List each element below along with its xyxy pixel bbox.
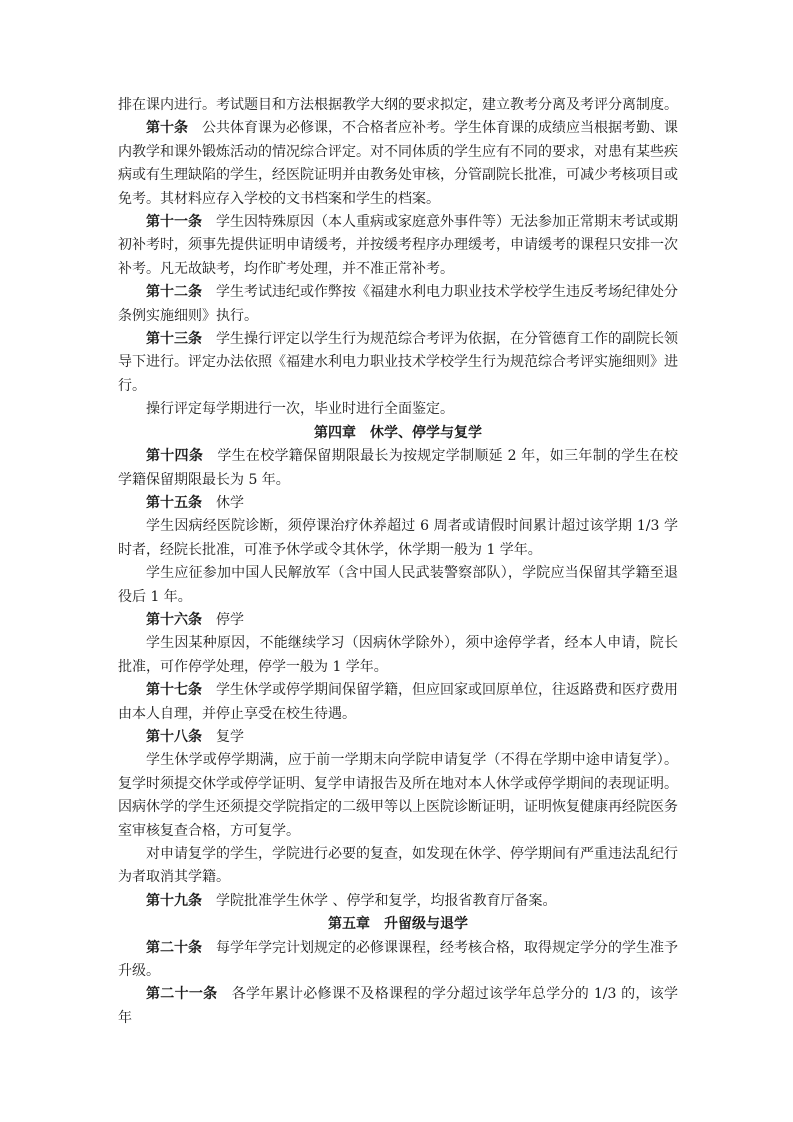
paragraph bbox=[118, 983, 678, 1030]
paragraph bbox=[118, 843, 678, 890]
article-label: 第十八条 bbox=[146, 728, 202, 745]
paragraph-text: 学生操行评定以学生行为规范综合考评为依据，在分管德育工作的副院长领导下进行。评定办法依照《福建水利电力职业技术学校学生行为规范综合考评实施细则》进行。 bbox=[118, 331, 678, 394]
paragraph bbox=[118, 562, 678, 609]
paragraph-text: 复学 bbox=[216, 728, 244, 745]
chapter-5-heading bbox=[118, 913, 678, 936]
article-label: 第十条 bbox=[146, 120, 188, 137]
paragraph-text: 休学 bbox=[216, 494, 244, 511]
paragraph-text: 学生应征参加中国人民解放军（含中国人民武装警察部队），学院应当保留其学籍至退役后 1 年。 bbox=[118, 565, 678, 605]
paragraph-text: 学生因特殊原因（本人重病或家庭意外事件等）无法参加正常期末考试或期初补考时，须事先提供证明申请缓考，并按缓考程序办理缓考，申请缓考的课程只安排一次补考。凡无故缺考，均作旷考处理，并不准正常补考。 bbox=[118, 214, 678, 277]
section-articles-20-21 bbox=[118, 937, 678, 1031]
section-articles-10-13 bbox=[118, 94, 678, 422]
paragraph bbox=[118, 679, 678, 726]
paragraph-text: 学生考试违纪或作弊按《福建水利电力职业技术学校学生违反考场纪律处分条例实施细则》执行。 bbox=[118, 284, 678, 324]
paragraph-text: 学生因病经医院诊断，须停课治疗休养超过 6 周者或请假时间累计超过该学期 1/3 学时者，经院长批准，可准予休学或令其休学，休学期一般为 1 学年。 bbox=[118, 518, 678, 558]
paragraph bbox=[118, 398, 678, 421]
chapter-title: 休学、停学与复学 bbox=[370, 424, 482, 441]
paragraph-text: 各学年累计必修课不及格课程的学分超过该学年总学分的 1/3 的，该学年 bbox=[118, 986, 678, 1026]
paragraph bbox=[118, 890, 678, 913]
paragraph bbox=[118, 749, 678, 843]
chapter-title: 升留级与退学 bbox=[384, 916, 468, 933]
article-label: 第十一条 bbox=[146, 214, 202, 231]
paragraph bbox=[118, 632, 678, 679]
paragraph bbox=[118, 492, 678, 515]
paragraph-text: 学生在校学籍保留期限最长为按规定学制顺延 2 年，如三年制的学生在校学籍保留期限最长为 5 年。 bbox=[118, 448, 679, 488]
article-label: 第十二条 bbox=[146, 284, 202, 301]
document-page bbox=[118, 94, 678, 1030]
article-label: 第二十条 bbox=[146, 939, 202, 956]
article-label: 第十四条 bbox=[146, 448, 204, 465]
paragraph-text: 对申请复学的学生，学院进行必要的复查，如发现在休学、停学期间有严重违法乱纪行为者取消其学籍。 bbox=[118, 846, 678, 886]
paragraph bbox=[118, 609, 678, 632]
paragraph bbox=[118, 281, 678, 328]
paragraph bbox=[118, 515, 678, 562]
chapter-4-heading bbox=[118, 422, 678, 445]
article-label: 第十七条 bbox=[146, 682, 202, 699]
article-label: 第十九条 bbox=[146, 892, 202, 909]
paragraph-text: 每学年学完计划规定的必修课课程，经考核合格，取得规定学分的学生准予升级。 bbox=[118, 939, 678, 980]
paragraph bbox=[118, 445, 678, 492]
paragraph bbox=[118, 94, 678, 117]
paragraph-text: 学生休学或停学期间保留学籍，但应回家或回原单位，往返路费和医疗费用由本人自理，并停止享受在校生待遇。 bbox=[118, 682, 678, 722]
paragraph bbox=[118, 211, 678, 281]
paragraph bbox=[118, 328, 678, 398]
paragraph bbox=[118, 117, 678, 211]
paragraph bbox=[118, 726, 678, 749]
section-articles-14-19 bbox=[118, 445, 678, 913]
paragraph-text: 操行评定每学期进行一次，毕业时进行全面鉴定。 bbox=[146, 401, 454, 418]
chapter-number: 第四章 bbox=[314, 424, 356, 441]
paragraph-text: 学生休学或停学期满，应于前一学期末向学院申请复学（不得在学期中途申请复学）。复学时须提交休学或停学证明、复学申请报告及所在地对本人休学或停学期间的表现证明。因病休学的学生还须提交学院指定的二级甲等以上医院诊断证明，证明恢复健康再经院医务室审核复查合格，方可复学。 bbox=[118, 752, 678, 839]
article-label: 第十六条 bbox=[146, 611, 202, 628]
paragraph-text: 排在课内进行。考试题目和方法根据教学大纲的要求拟定，建立教考分离及考评分离制度。 bbox=[118, 97, 678, 113]
paragraph-text: 停学 bbox=[216, 611, 244, 628]
paragraph bbox=[118, 937, 678, 984]
chapter-number: 第五章 bbox=[328, 916, 370, 933]
paragraph-text: 学院批准学生休学 、停学和复学，均报省教育厅备案。 bbox=[216, 892, 557, 909]
article-label: 第十三条 bbox=[146, 331, 202, 348]
article-label: 第二十一条 bbox=[146, 986, 218, 1003]
paragraph-text: 学生因某种原因，不能继续学习（因病休学除外），须中途停学者，经本人申请，院长批准，可作停学处理，停学一般为 1 学年。 bbox=[118, 635, 678, 675]
paragraph-text: 公共体育课为必修课，不合格者应补考。学生体育课的成绩应当根据考勤、课内教学和课外锻炼活动的情况综合评定。对不同体质的学生应有不同的要求，对患有某些疾病或有生理缺陷的学生，经医院证明并由教务处审核，分管副院长批准，可减少考核项目或免考。其材料应存入学校的文书档案和学生的档案。 bbox=[118, 120, 678, 207]
article-label: 第十五条 bbox=[146, 494, 202, 511]
